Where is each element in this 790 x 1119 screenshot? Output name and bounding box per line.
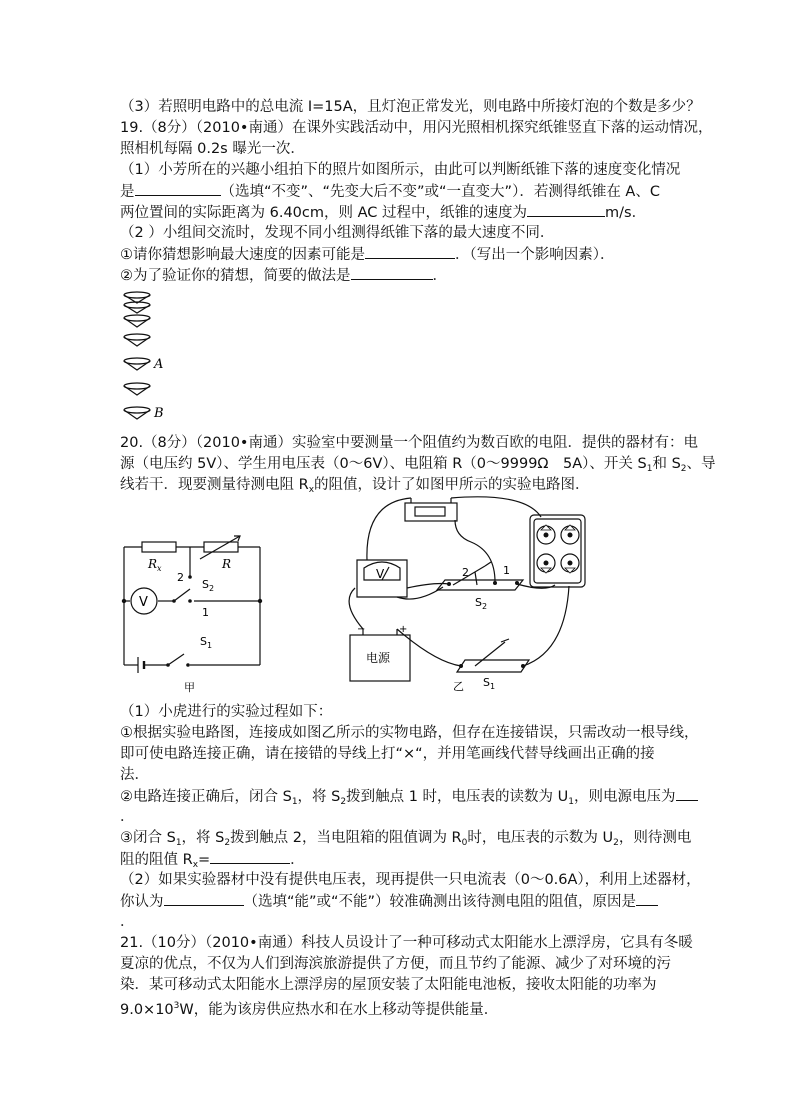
text: 和 S [652,456,681,472]
cone-image [124,358,150,370]
q21-line3: 染．某可移动式太阳能水上漂浮房的屋顶安装了太阳能电池板，接收太阳能的功率为 [120,977,657,993]
text: ，将 S [297,789,341,805]
text: 源（电压约 5V）、学生用电压表（0～6V）、电阻箱 R（0～9999Ω 5A）、开关 S [120,456,647,472]
answer-blank[interactable] [164,891,244,906]
text: ②为了验证你的猜想，简要的做法是 [120,268,351,284]
q20-part2: （2）如果实验器材中没有提供电压表，现再提供一只电流表（0～0.6A），利用上述器材， [120,872,701,888]
q20-part2-end: ． [120,914,135,930]
subscript: 0 [461,838,468,848]
q20-part1: （1）小虎进行的实验过程如下： [120,704,333,720]
text: 阻的阻值 R [120,852,193,868]
s1-label: $S_1$ [483,676,496,691]
text: 线若干．现要测量待测电阻 R [120,477,309,493]
minus-terminal: − [357,624,366,635]
answer-blank[interactable] [676,786,698,801]
caption-yi: 乙 [453,680,464,693]
text: W，能为该房供应热水和在水上移动等提供能量． [179,1002,499,1018]
circuit-diagram-jia [112,535,272,695]
text: ． [432,268,447,284]
plus-terminal: + [399,624,408,635]
switch-s1-device [457,660,529,672]
contact-1-label: 1 [202,606,209,619]
text: （选填“不变”、“先变大后不变”或“一直变大”）．若测得纸锥在 A、C [220,184,660,200]
text: ，则电源电压为 [574,789,676,805]
contact-2-label: 2 [177,571,184,584]
switch-s1-symbol [168,654,184,665]
q19-part1-line3 [120,202,646,223]
subscript: 1 [568,797,575,807]
s2-label: $S_2$ [475,596,488,611]
voltmeter-label: V [139,595,148,610]
q19-part2-method [120,265,447,286]
q20-step2 [120,786,698,812]
cone-image [124,292,150,303]
q20-step2-end: ． [120,809,135,825]
s2-label: $S_2$ [202,578,215,593]
resistor-rx [142,542,176,552]
cone-image [124,334,150,346]
contact-2-label: 2 [462,566,469,579]
q20-step1: ①根据实验电路图，连接成如图乙所示的实物电路，但存在连接错误，只需改动一根导线， [120,725,699,741]
q19-part2: （2 ）小组间交流时，发现不同小组测得纸锥下落的最大速度不同． [120,225,555,241]
cone-image [124,383,150,395]
answer-blank[interactable] [527,202,605,217]
text: 拨到触点 2，当电阻箱的阻值调为 R [230,830,462,846]
answer-blank[interactable] [135,181,221,196]
text: ②电路连接正确后，闭合 S [120,789,292,805]
voltmeter-label: V [376,567,385,581]
text: 是 [120,184,135,200]
answer-blank[interactable] [365,244,455,259]
resistor-rx-device [405,503,457,521]
subscript: 1 [175,838,182,848]
resistance-box [530,515,585,587]
subscript: 1 [646,464,653,474]
q20-step1-line3: 法． [120,767,149,783]
r-label: R [222,557,232,571]
q18-part3: （3）若照明电路中的总电流 I=15A，且灯泡正常发光，则电路中所接灯泡的个数是多少？ [120,99,701,115]
circuit-photo-yi [345,492,615,697]
text: 、导 [686,456,716,472]
rx-label: $R_x$ [148,557,162,573]
text: ①请你猜想影响最大速度的因素可能是 [120,247,365,263]
cone-image [124,407,150,419]
q19-part1-line2 [120,181,660,202]
q21-title: 21.（10分）（2010•南通）科技人员设计了一种可移动式太阳能水上漂浮房，它具有冬暖 [120,935,693,951]
text: 的阻值，设计了如图甲所示的实验电路图． [314,477,590,493]
text: 拨到触点 1 时，电压表的读数为 U [346,789,569,805]
q19-line2: 照相机每隔 0.2s 曝光一次． [120,141,305,157]
subscript: x [308,485,315,495]
text: ．（写出一个影响因素）． [455,247,615,263]
paper-cone-figure [116,288,176,428]
answer-blank[interactable] [636,891,658,906]
cone-label-a: A [154,357,164,372]
q21-line4 [120,996,498,1020]
subscript: 1 [291,797,298,807]
text: m/s． [605,205,647,221]
s1-label: $S_1$ [200,635,213,650]
power-source-label: 电源 [366,651,391,665]
subscript: 2 [340,797,347,807]
q21-line2: 夏凉的优点，不仅为人们到海滨旅游提供了方便，而且节约了能源、减少了对环境的污 [120,956,671,972]
text: （选填“能”或“不能”）较准确测出该待测电阻的阻值，原因是 [243,894,637,910]
q20-part2-line2 [120,891,658,912]
caption-jia: 甲 [184,681,195,694]
q20-step1-line2: 即可使电路连接正确，请在接错的导线上打“×“，并用笔画线代替导线画出正确的接 [120,746,655,762]
subscript: x [192,860,199,870]
subscript: 2 [224,838,231,848]
subscript: 2 [613,838,619,848]
answer-blank[interactable] [210,849,290,864]
text: 两位置间的实际距离为 6.40cm，则 AC 过程中，纸锥的速度为 [120,205,527,221]
cone-label-b: B [154,406,164,421]
q20-title: 20.（8分）（2010•南通）实验室中要测量一个阻值约为数百欧的电阻．提供的器材有：电 [120,435,698,451]
text: 时，电压表的示数为 U [467,830,614,846]
text: ，将 S [181,830,225,846]
text: ，则待测电 [618,830,692,846]
answer-blank[interactable] [351,265,433,280]
q19-part2-guess [120,244,615,265]
subscript: 2 [680,464,687,474]
text: ． [290,852,305,868]
text: 你认为 [120,894,164,910]
text: 9.0×10 [120,1002,174,1018]
contact-1-label: 1 [503,564,510,577]
text: = [198,852,211,868]
superscript: 3 [173,1001,180,1011]
cone-image [124,315,150,327]
q19-part1: （1）小芳所在的兴趣小组拍下的照片如图所示，由此可以判断纸锥下落的速度变化情况 [120,162,681,178]
text: ③闭合 S [120,830,176,846]
q19-title: 19.（8分）（2010•南通）在课外实践活动中，用闪光照相机探究纸锥竖直下落的运动情况， [120,120,713,136]
